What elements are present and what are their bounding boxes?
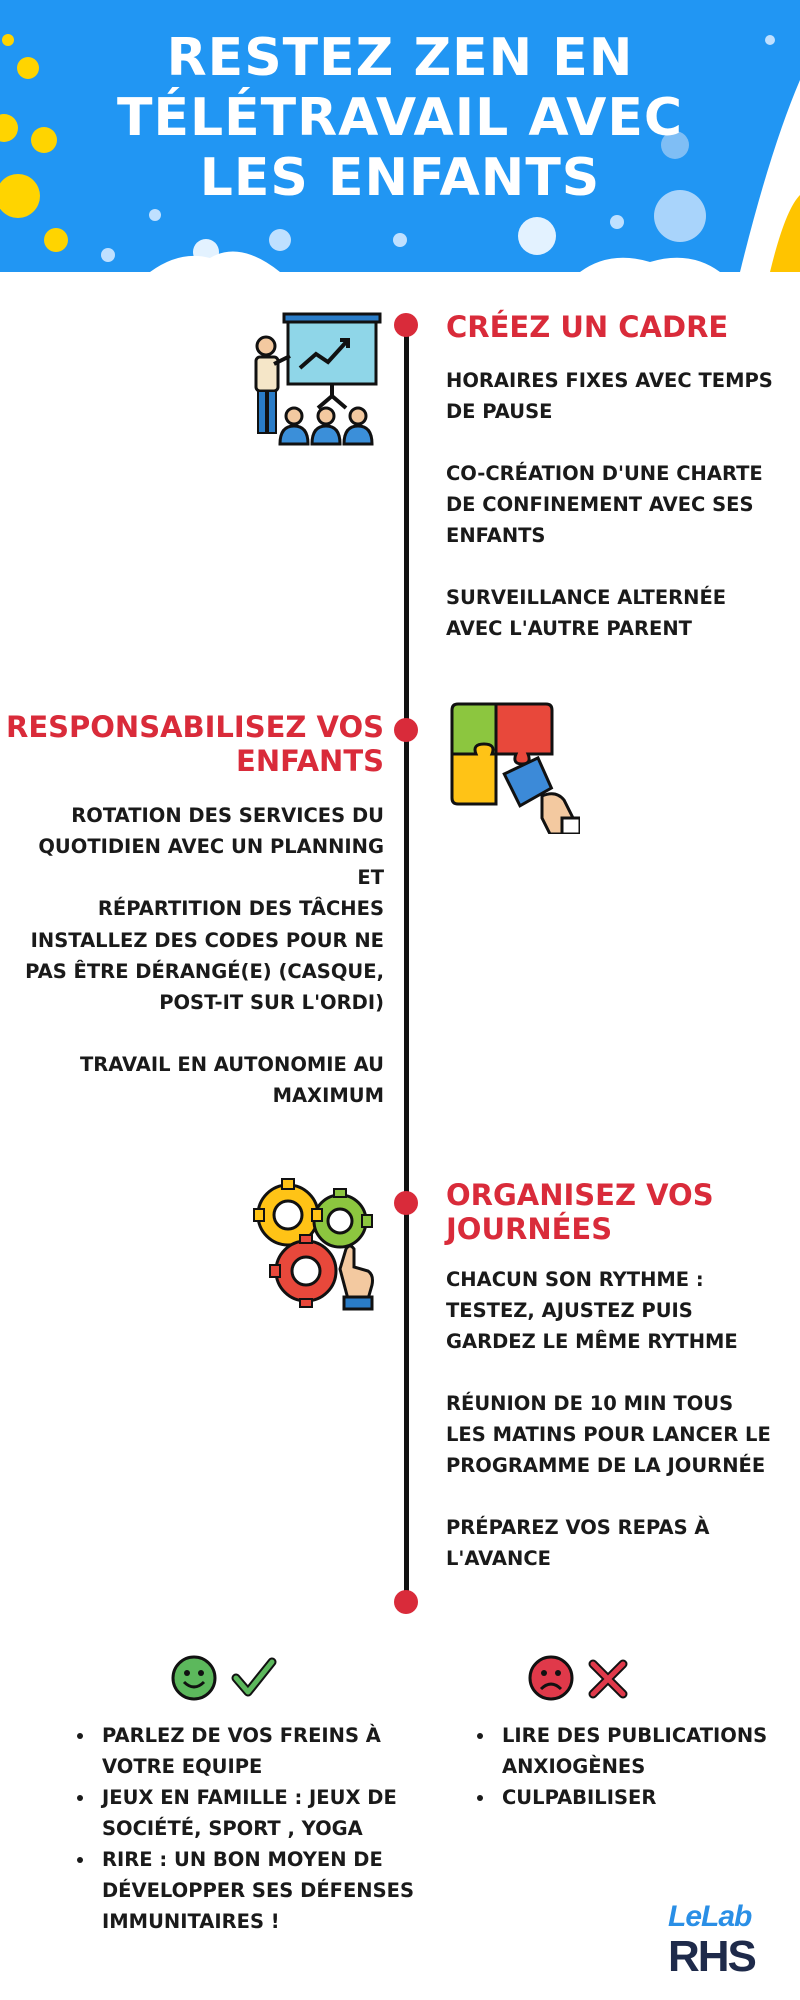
checkmark-icon: [230, 1654, 278, 1702]
gears-icon: [250, 1175, 380, 1311]
timeline-dot: [394, 718, 418, 742]
puzzle-icon: [446, 700, 580, 834]
page-title: [60, 28, 740, 208]
timeline-dot: [394, 313, 418, 337]
section-item: CO-CRÉATION D'UNE CHARTE DE CONFINEMENT AVEC SES ENFANTS: [446, 462, 763, 547]
section-item: INSTALLEZ DES CODES POUR NE PAS ÊTRE DÉRANGÉ(E) (CASQUE, POST-IT SUR L'ORDI): [25, 929, 384, 1014]
section-item: HORAIRES FIXES AVEC TEMPS DE PAUSE: [446, 369, 773, 423]
section-item: SURVEILLANCE ALTERNÉE AVEC L'AUTRE PARENT: [446, 586, 727, 640]
section-item: ROTATION DES SERVICES DU QUOTIDIEN AVEC UN PLANNING ET RÉPARTITION DES TÂCHES: [38, 804, 384, 920]
list-item: • LIRE DES PUBLICATIONS ANXIOGÈNES: [496, 1720, 796, 1782]
smiley-happy-icon: [170, 1654, 218, 1702]
logo-lelab: LeLab: [668, 1900, 752, 1933]
section-item: PRÉPAREZ VOS REPAS À L'AVANCE: [446, 1516, 710, 1570]
title-line-1: RESTEZ ZEN EN: [166, 28, 634, 88]
presentation-icon: [244, 310, 384, 446]
logo-rhs: RHS: [668, 1932, 755, 1981]
donts-list: [472, 1720, 796, 1813]
section-title-cadre: CRÉEZ UN CADRE: [446, 310, 729, 344]
section-title-responsabilisez: RESPONSABILISEZ VOS ENFANTS: [6, 710, 384, 778]
list-item: • JEUX EN FAMILLE : JEUX DE SOCIÉTÉ, SPORT , YOGA: [96, 1782, 426, 1844]
list-item: • PARLEZ DE VOS FREINS À VOTRE EQUIPE: [96, 1720, 426, 1782]
timeline-dot: [394, 1590, 418, 1614]
section-item: TRAVAIL EN AUTONOMIE AU MAXIMUM: [79, 1053, 384, 1107]
section-item: CHACUN SON RYTHME : TESTEZ, AJUSTEZ PUIS GARDEZ LE MÊME RYTHME: [446, 1268, 738, 1353]
section-title-organisez: ORGANISEZ VOS JOURNÉES: [446, 1178, 714, 1246]
title-line-2: TÉLÉTRAVAIL AVEC: [116, 88, 684, 148]
cross-icon: [585, 1656, 631, 1702]
list-item: • CULPABILISER: [496, 1782, 796, 1813]
header-banner: [0, 0, 800, 272]
title-line-3: LES ENFANTS: [199, 148, 601, 208]
dos-list: [72, 1720, 426, 1937]
list-item: • RIRE : UN BON MOYEN DE DÉVELOPPER SES DÉFENSES IMMUNITAIRES !: [96, 1844, 426, 1937]
timeline-dot: [394, 1191, 418, 1215]
section-item: RÉUNION DE 10 MIN TOUS LES MATINS POUR LANCER LE PROGRAMME DE LA JOURNÉE: [446, 1392, 771, 1477]
timeline-line: [404, 322, 409, 1602]
smiley-sad-icon: [527, 1654, 575, 1702]
